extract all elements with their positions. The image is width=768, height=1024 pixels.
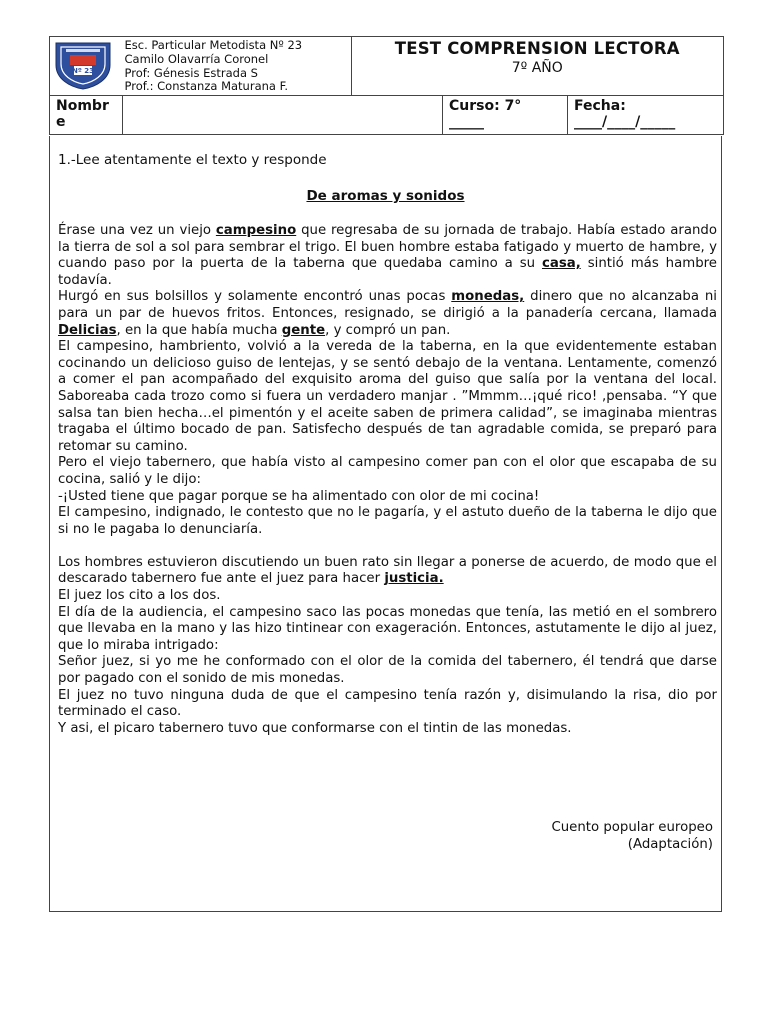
- paragraph-2: Hurgó en sus bolsillos y solamente encontró unas pocas monedas, dinero que no alcanzaba ni para un par de huevos fritos. Entonces, resignado, se dirigió a la panadería cercana, llamada Delicias, en la que había mucha gente, y compró un pan.: [58, 289, 717, 338]
- curso-label: Curso: 7°: [449, 98, 522, 114]
- keyword-justicia: justicia.: [384, 571, 444, 587]
- keyword-gente: gente: [281, 322, 326, 338]
- credit-adaptation: (Adaptación): [627, 836, 713, 852]
- story-body: [58, 223, 717, 737]
- test-title: TEST COMPRENSION LECTORA: [394, 39, 680, 58]
- nombre-field[interactable]: [123, 96, 443, 135]
- keyword-delicias: Delicias: [58, 322, 117, 338]
- instruction: 1.-Lee atentamente el texto y responde: [58, 152, 327, 168]
- nombre-label-line2: e: [56, 114, 66, 130]
- paragraph-8: El juez los cito a los dos.: [58, 588, 221, 604]
- svg-text:Nº 23: Nº 23: [72, 67, 94, 75]
- fecha-blank: ____/____/_____: [574, 114, 676, 130]
- story-credit: [551, 820, 713, 853]
- nombre-label: [50, 96, 123, 135]
- credit-source: Cuento popular europeo: [551, 820, 713, 835]
- nombre-label-line1: Nombr: [56, 98, 109, 114]
- keyword-casa: casa,: [541, 256, 581, 272]
- school-logo-icon: [52, 39, 114, 91]
- header-row: [50, 37, 724, 96]
- school-subtitle: Camilo Olavarría Coronel: [124, 51, 269, 66]
- curso-blank: _____: [449, 114, 484, 130]
- logo-cell: [50, 37, 123, 96]
- grade-label: 7º AÑO: [511, 60, 563, 76]
- paragraph-10: Señor juez, si yo me he conformado con el olor de la comida del tabernero, él tendrá que darse por pagado con el sonido de mis monedas.: [58, 654, 717, 687]
- paragraph-5: -¡Usted tiene que pagar porque se ha alimentado con olor de mi cocina!: [58, 488, 540, 504]
- student-info-row: [50, 96, 724, 135]
- keyword-campesino: campesino: [215, 223, 297, 238]
- paragraph-9: El día de la audiencia, el campesino saco las pocas monedas que tenía, las metió en el sombrero que llevaba en la mano y las hizo tintinear con exageración. Entonces, astutamente le dijo al juez, que lo miraba intrigado:: [58, 604, 717, 653]
- school-name: Esc. Particular Metodista Nº 23: [124, 38, 303, 52]
- keyword-monedas: monedas,: [451, 289, 525, 305]
- story-title: De aromas y sonidos: [306, 188, 465, 204]
- paragraph-12: Y asi, el picaro tabernero tuvo que conformarse con el tintin de las monedas.: [58, 720, 572, 736]
- teacher-1: Prof: Génesis Estrada S: [124, 65, 258, 80]
- paragraph-1: Érase una vez un viejo campesino que regresaba de su jornada de trabajo. Había estado arando la tierra de sol a sol para sembrar el trigo. El buen hombre estaba fatigado y muerto de hambre, y cuando paso por la puerta de la taberna que quedaba camino a su casa, sintió más hambre todavía.: [58, 223, 717, 288]
- paragraph-4: Pero el viejo tabernero, que había visto al campesino comer pan con el olor que escapaba de su cocina, salió y le dijo:: [58, 455, 717, 487]
- paragraph-6: El campesino, indignado, le contesto que no le pagaría, y el astuto dueño de la taberna le dijo que si no le pagaba lo denunciaría.: [58, 505, 717, 537]
- teacher-2: Prof.: Constanza Maturana F.: [124, 79, 289, 94]
- paragraph-7: Los hombres estuvieron discutiendo un buen rato sin llegar a ponerse de acuerdo, de modo que el descarado tabernero fue ante el juez para hacer justicia.: [58, 554, 717, 587]
- content-box: [49, 136, 722, 912]
- paragraph-3: El campesino, hambriento, volvió a la vereda de la taberna, en la que evidentemente estaban cocinando un delicioso guiso de lentejas, y se sentó debajo de la ventana. Lentamente, comenzó a comer el pan acompañado del exquisito aroma del guiso que salía por la ventana del local. Saboreaba cada trozo como si fuera un verdadero manjar . ”Mmmm…¡qué rico! ,pensaba. “Y que salsa tan bien hecha…el pimentón y el aceite saben de primera calidad”, se imaginaba mientras tragaba el último bocado de pan. Satisfecho después de tan agradable comida, se preparó para retomar su camino.: [58, 339, 717, 454]
- curso-field[interactable]: [443, 96, 568, 135]
- title-cell: [351, 37, 724, 96]
- header-table: [49, 36, 724, 135]
- school-info: [123, 37, 352, 96]
- paragraph-11: El juez no tuvo ninguna duda de que el campesino tenía razón y, disimulando la risa, dio por terminado el caso.: [58, 687, 717, 720]
- fecha-field[interactable]: [568, 96, 724, 135]
- fecha-label: Fecha:: [574, 98, 626, 114]
